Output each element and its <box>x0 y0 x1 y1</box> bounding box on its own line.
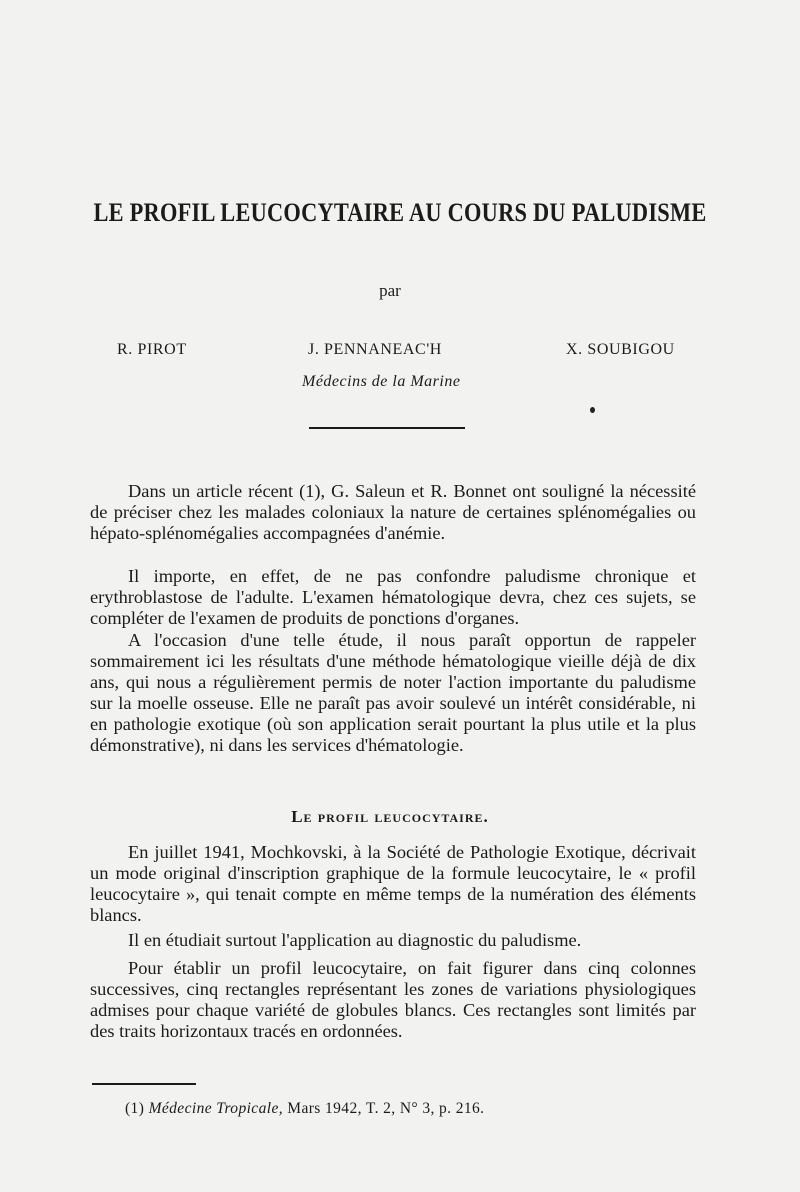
body-paragraph <box>90 481 696 544</box>
author-name: X. SOUBIGOU <box>566 341 675 358</box>
paragraph-text: Il en étudiait surtout l'application au diagnostic du paludisme. <box>128 930 582 950</box>
paragraph-text: Pour établir un profil leucocytaire, on fait figurer dans cinq colonnes successives, cinq rectangles représentant les zones de variations physiologiques admises pour chaque variété de globules blancs. Ces rectangles sont limités par des traits horizontaux tracés en ordonnées. <box>90 958 696 1041</box>
paragraph-text: En juillet 1941, Mochkovski, à la Société de Pathologie Exotique, décrivait un mode original d'inscription graphique de la formule leucocytaire, le « profil leucocytaire », qui tenait compte en même temps de la numération des éléments blancs. <box>90 842 696 925</box>
author-name: R. PIROT <box>117 341 187 358</box>
body-paragraph <box>90 630 696 756</box>
title-separator-rule <box>309 427 465 429</box>
body-paragraph <box>90 842 696 926</box>
footnote-rule <box>92 1083 196 1085</box>
by-line: par <box>379 281 401 300</box>
paragraph-text: A l'occasion d'une telle étude, il nous paraît opportun de rappeler sommairement ici les résultats d'une méthode hématologique vieille déjà de dix ans, qui nous a régulièrement permis de noter l'action importante du paludisme sur la moelle osseuse. Elle ne paraît pas avoir soulevé un intérêt considérable, ni en pathologie exotique (où son application serait pourtant la plus utile et la plus démonstrative), ni dans les services d'hématologie. <box>90 630 696 755</box>
body-paragraph <box>90 958 696 1042</box>
paragraph-text: Dans un article récent (1), G. Saleun et R. Bonnet ont souligné la nécessité de préciser chez les malades coloniaux la nature de certaines splénomégalies ou hépato-splénomégalies accompagnées d'anémie. <box>90 481 696 543</box>
footnote-reference: Mars 1942, T. 2, N° 3, p. 216. <box>287 1100 485 1117</box>
section-heading: Le profil leucocytaire. <box>291 807 489 826</box>
body-paragraph <box>90 930 696 951</box>
ink-dot <box>590 407 595 413</box>
footnote <box>125 1100 484 1118</box>
body-paragraph <box>90 566 696 629</box>
footnote-journal: Médecine Tropicale, <box>148 1100 283 1117</box>
author-affiliation: Médecins de la Marine <box>302 373 461 390</box>
paragraph-text: Il importe, en effet, de ne pas confondre paludisme chronique et erythroblastose de l'adulte. L'examen hématologique devra, chez ces sujets, se compléter de l'examen de produits de ponctions d'organes. <box>90 566 696 628</box>
article-title: LE PROFIL LEUCOCYTAIRE AU COURS DU PALUDISME <box>93 198 707 227</box>
author-name: J. PENNANEAC'H <box>308 341 442 358</box>
footnote-marker: (1) <box>125 1100 145 1117</box>
